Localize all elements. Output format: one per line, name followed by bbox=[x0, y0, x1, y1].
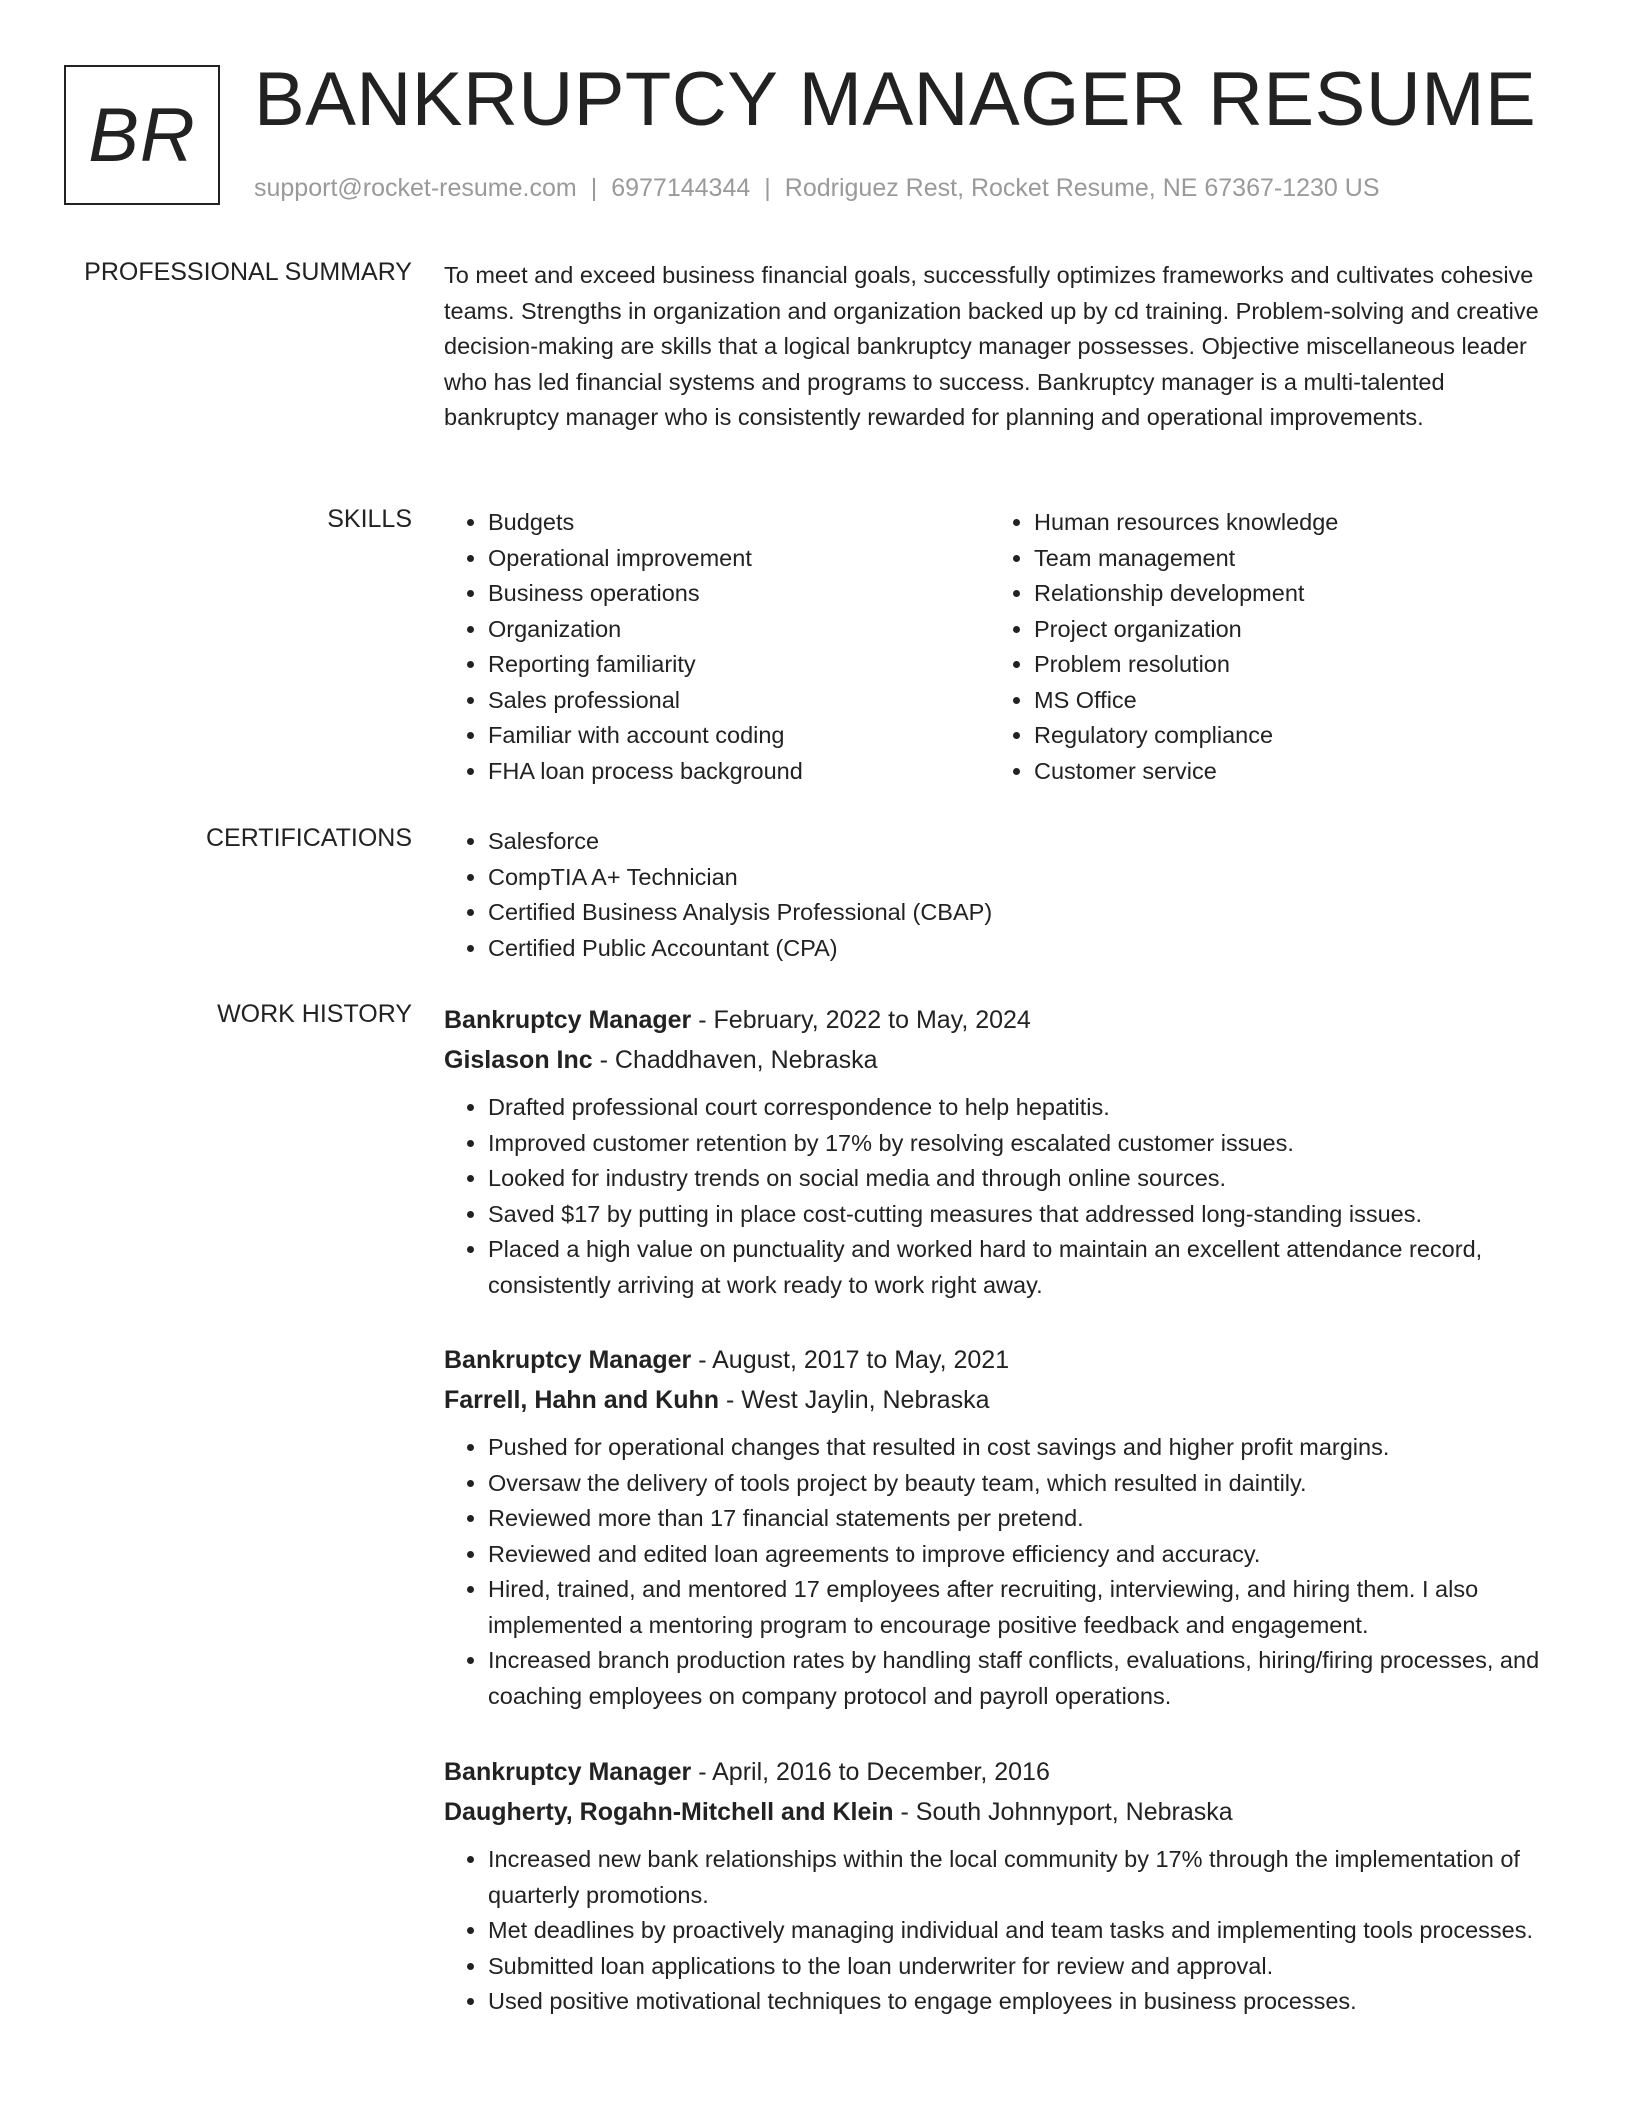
job-company-line bbox=[444, 1792, 1564, 1832]
contact-separator: | bbox=[590, 174, 598, 202]
certification-item: • Certified Business Analysis Professional (CBAP) bbox=[488, 895, 1564, 931]
job-bullets bbox=[444, 1090, 1564, 1303]
contact-address: Rodriguez Rest, Rocket Resume, NE 67367-1230 US bbox=[784, 174, 1380, 202]
job-bullet: • Saved $17 by putting in place cost-cutting measures that addressed long-standing issues. bbox=[488, 1197, 1564, 1233]
section-label-summary: PROFESSIONAL SUMMARY bbox=[84, 258, 412, 286]
job-bullet: • Increased new bank relationships within the local community by 17% through the implementation of quarterly promotions. bbox=[488, 1842, 1564, 1913]
section-label-work-history: WORK HISTORY bbox=[217, 1000, 412, 1028]
skill-item: • Budgets bbox=[488, 505, 1008, 541]
job-title-line bbox=[444, 1340, 1564, 1380]
summary-content bbox=[444, 258, 1564, 436]
job-entry bbox=[444, 1000, 1564, 1303]
job-bullet: • Used positive motivational techniques to engage employees in business processes. bbox=[488, 1984, 1564, 2020]
job-dates: - April, 2016 to December, 2016 bbox=[691, 1758, 1050, 1786]
job-bullet: • Looked for industry trends on social media and through online sources. bbox=[488, 1161, 1564, 1197]
skill-item: • Familiar with account coding bbox=[488, 718, 1008, 754]
skill-item: • Customer service bbox=[1034, 754, 1554, 790]
skill-item: • Organization bbox=[488, 612, 1008, 648]
job-bullets bbox=[444, 1842, 1564, 2020]
job-bullets bbox=[444, 1430, 1564, 1714]
skill-item: • Business operations bbox=[488, 576, 1008, 612]
contact-separator: | bbox=[764, 174, 771, 202]
skill-item: • MS Office bbox=[1034, 683, 1554, 719]
certification-item: • CompTIA A+ Technician bbox=[488, 860, 1564, 896]
job-title-line bbox=[444, 1752, 1564, 1792]
skill-item: • Project organization bbox=[1034, 612, 1554, 648]
contact-email: support@rocket-resume.com bbox=[254, 174, 577, 202]
skill-item: • Problem resolution bbox=[1034, 647, 1554, 683]
contact-phone: 6977144344 bbox=[611, 174, 751, 202]
job-dates: - February, 2022 to May, 2024 bbox=[691, 1006, 1031, 1034]
skill-item: • Sales professional bbox=[488, 683, 1008, 719]
monogram-text: BR bbox=[88, 92, 196, 178]
certifications-list bbox=[444, 824, 1564, 966]
certification-item: • Certified Public Accountant (CPA) bbox=[488, 931, 1564, 967]
skill-item: • Operational improvement bbox=[488, 541, 1008, 577]
job-bullet: • Pushed for operational changes that resulted in cost savings and higher profit margins. bbox=[488, 1430, 1564, 1466]
job-title: Bankruptcy Manager bbox=[444, 1346, 692, 1374]
job-bullet: • Met deadlines by proactively managing individual and team tasks and implementing tools processes. bbox=[488, 1913, 1564, 1949]
job-bullet: • Reviewed more than 17 financial statements per pretend. bbox=[488, 1501, 1564, 1537]
job-title: Bankruptcy Manager bbox=[444, 1006, 692, 1034]
job-bullet: • Drafted professional court correspondence to help hepatitis. bbox=[488, 1090, 1564, 1126]
job-location: - West Jaylin, Nebraska bbox=[719, 1386, 990, 1414]
job-company: Gislason Inc bbox=[444, 1046, 593, 1074]
job-company: Farrell, Hahn and Kuhn bbox=[444, 1386, 720, 1414]
skill-item: • Team management bbox=[1034, 541, 1554, 577]
job-company: Daugherty, Rogahn-Mitchell and Klein bbox=[444, 1798, 894, 1826]
certifications-content bbox=[444, 824, 1564, 966]
job-location: - South Johnnyport, Nebraska bbox=[893, 1798, 1233, 1826]
job-entry bbox=[444, 1752, 1564, 2020]
job-title: Bankruptcy Manager bbox=[444, 1758, 692, 1786]
job-bullet: • Placed a high value on punctuality and worked hard to maintain an excellent attendance record, consistently arriving at work ready to work right away. bbox=[488, 1232, 1564, 1303]
skill-item: • FHA loan process background bbox=[488, 754, 1008, 790]
skill-item: • Regulatory compliance bbox=[1034, 718, 1554, 754]
resume-title: BANKRUPTCY MANAGER RESUME bbox=[254, 57, 1537, 142]
section-label-certifications: CERTIFICATIONS bbox=[205, 824, 412, 852]
skills-list-left bbox=[444, 505, 1008, 789]
monogram-box bbox=[64, 65, 220, 205]
contact-line bbox=[254, 174, 1380, 203]
skill-item: • Reporting familiarity bbox=[488, 647, 1008, 683]
skills-list-right bbox=[990, 505, 1554, 789]
job-bullet: • Increased branch production rates by handling staff conflicts, evaluations, hiring/firing processes, and coaching employees on company protocol and payroll operations. bbox=[488, 1643, 1564, 1714]
job-dates: - August, 2017 to May, 2021 bbox=[691, 1346, 1010, 1374]
job-company-line bbox=[444, 1380, 1564, 1420]
job-location: - Chaddhaven, Nebraska bbox=[592, 1046, 878, 1074]
summary-text: To meet and exceed business financial goals, successfully optimizes frameworks and cultivates cohesive teams. Strengths in organization and organization backed up by cd training. Problem-solving and creative decision-making are skills that a logical bankruptcy manager possesses. Objective miscellaneous leader who has led financial systems and programs to success. Bankruptcy manager is a multi-talented bankruptcy manager who is consistently rewarded for planning and operational improvements. bbox=[444, 262, 1539, 430]
job-company-line bbox=[444, 1040, 1564, 1080]
job-bullet: • Submitted loan applications to the loan underwriter for review and approval. bbox=[488, 1949, 1564, 1985]
certification-item: • Salesforce bbox=[488, 824, 1564, 860]
job-entry bbox=[444, 1340, 1564, 1714]
job-bullet: • Hired, trained, and mentored 17 employees after recruiting, interviewing, and hiring them. I also implemented a mentoring program to encourage positive feedback and engagement. bbox=[488, 1572, 1564, 1643]
job-bullet: • Reviewed and edited loan agreements to improve efficiency and accuracy. bbox=[488, 1537, 1564, 1573]
job-bullet: • Improved customer retention by 17% by resolving escalated customer issues. bbox=[488, 1126, 1564, 1162]
section-label-skills: SKILLS bbox=[327, 505, 412, 533]
skill-item: • Human resources knowledge bbox=[1034, 505, 1554, 541]
job-bullet: • Oversaw the delivery of tools project by beauty team, which resulted in daintily. bbox=[488, 1466, 1564, 1502]
skill-item: • Relationship development bbox=[1034, 576, 1554, 612]
job-title-line bbox=[444, 1000, 1564, 1040]
